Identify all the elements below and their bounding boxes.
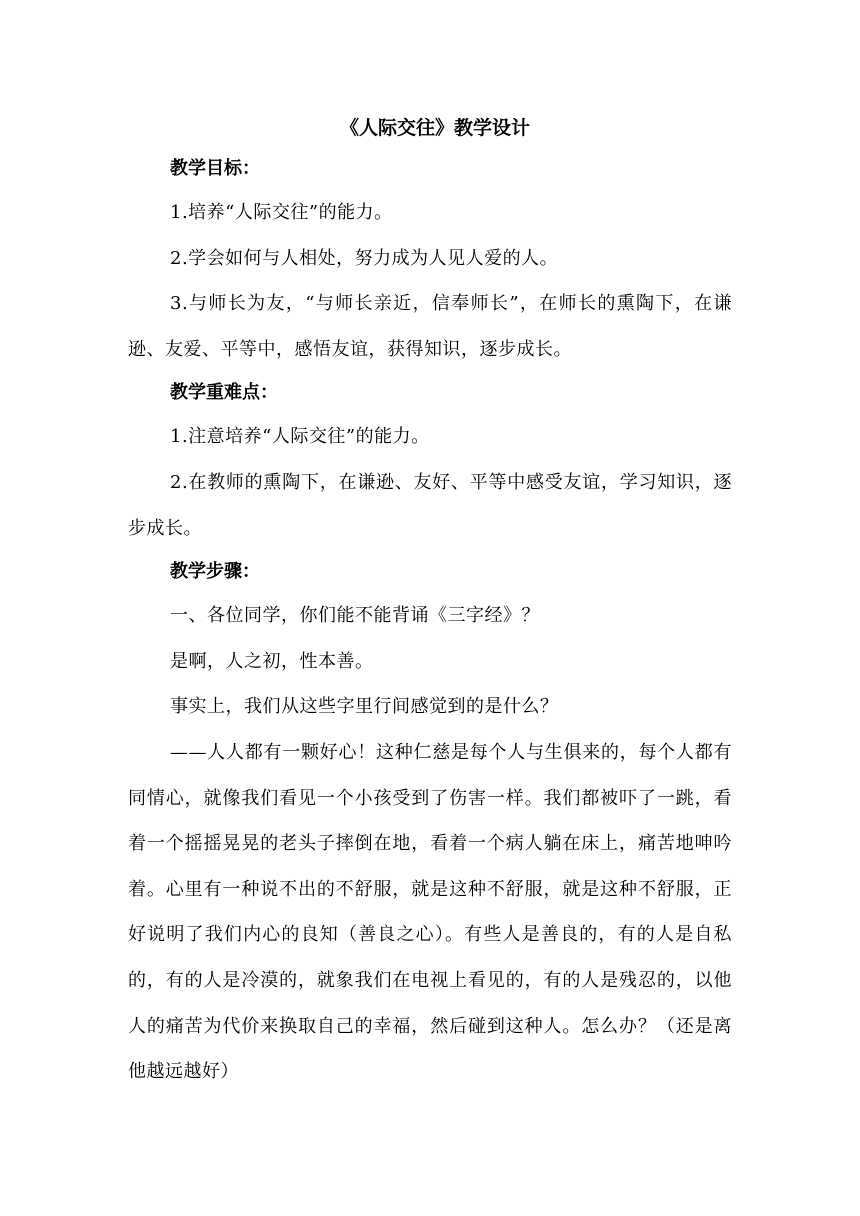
document-title: 《人际交往》教学设计: [339, 117, 530, 139]
step-paragraph-4: ——人人都有一颗好心！这种仁慈是每个人与生俱来的，每个人都有同情心，就像我们看见一个小孩受到了伤害一样。我们都被吓了一跳，看着一个摇摇晃晃的老头子摔倒在地，看着一个病人躺在床上，痛苦地呻吟着。心里有一种说不出的不舒服，就是这种不舒服，就是这种不舒服，正好说明了我们内心的良知（善良之心）。有些人是善良的，有的人是自私的，有的人是冷漠的，就象我们在电视上看见的，有的人是残忍的，以他人的痛苦为代价来换取自己的幸福，然后碰到这种人。怎么办？（还是离他越远越好）: [128, 741, 732, 1083]
step-paragraph-2: 是啊，人之初，性本善。: [170, 650, 374, 672]
key-point-item-2: 2.在教师的熏陶下，在谦逊、友好、平等中感受友谊，学习知识，逐步成长。: [128, 471, 732, 539]
steps-heading: 教学步骤：: [170, 561, 260, 583]
key-point-item-1: 1.注意培养“人际交往”的能力。: [170, 426, 430, 448]
step-paragraph-3: 事实上，我们从这些字里行间感觉到的是什么？: [170, 696, 559, 718]
objective-item-3: 3.与师长为友，“与师长亲近，信奉师长”，在师长的熏陶下，在谦逊、友爱、平等中，感悟友谊，获得知识，逐步成长。: [128, 293, 732, 360]
objective-item-2: 2.学会如何与人相处，努力成为人见人爱的人。: [170, 247, 559, 269]
document-page: [128, 108, 732, 1095]
objectives-heading: 教学目标：: [170, 158, 260, 179]
step-paragraph-1: 一、各位同学，你们能不能背诵《三字经》？: [170, 605, 540, 627]
key-points-heading: 教学重难点：: [170, 382, 278, 404]
objective-item-1: 1.培养“人际交往”的能力。: [170, 202, 393, 223]
